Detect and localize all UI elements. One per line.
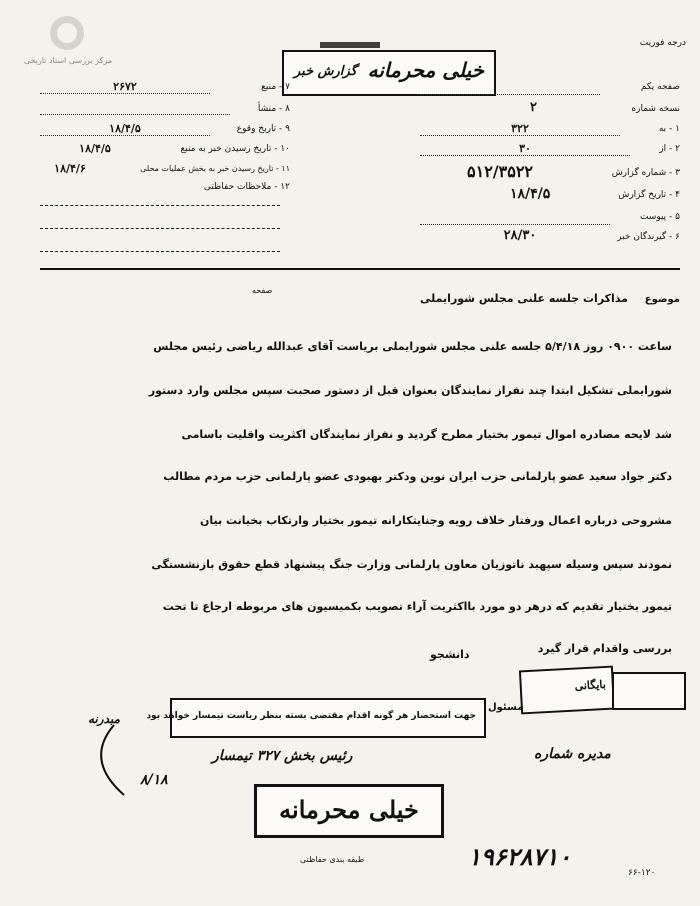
field-label: ۶ - گیرندگان خبر — [617, 232, 680, 242]
field-value: ۱۸/۴/۵ — [79, 142, 111, 155]
corner-code: ۶۶-۱۲۰ — [628, 868, 656, 878]
hand-bracket-mark — [84, 720, 164, 800]
field-value: ۳۰ — [420, 142, 630, 156]
blank-line — [40, 228, 280, 229]
field-label: ۵ - پیوست — [639, 212, 680, 222]
field-label: ۱۲ - ملاحظات حفاظتی — [203, 182, 290, 192]
footer-caption: طبقه بندی حفاظتی — [300, 855, 365, 864]
logo-text: مرکز بررسی اسناد تاریخی — [23, 56, 113, 65]
subject-margin-note: صفحه — [252, 286, 273, 295]
hand-number-small: ۸/۱۸ — [140, 772, 168, 788]
body-line: بررسی واقدام قرار گیرد — [537, 642, 672, 655]
field-label: ۴ - تاریخ گزارش — [618, 190, 680, 200]
field-label: ۹ - تاریخ وقوع — [236, 124, 290, 134]
hand-note-far-left: مبدرنه — [88, 712, 120, 726]
main-stamp-text: خیلی محرمانه — [279, 795, 419, 824]
body-line: ساعت ۰۹۰۰ روز ۵/۴/۱۸ جلسه علنی مجلس شورایملی بریاست آقای عبدالله ریاضی رئیس مجلس — [153, 340, 672, 353]
field-label: ۸ - منشأ — [257, 104, 290, 114]
logo-mark-icon — [50, 16, 84, 50]
side-stamp — [612, 672, 686, 710]
archive-stamp-text: بایگانی — [574, 677, 607, 693]
body-line: نمودند سپس وسیله سپهبد ناتوزیان معاون پارلمانی وزارت جنگ پیشنهاد قطع حقوق بازنشستگی — [151, 558, 672, 571]
signature: دانشجو — [430, 648, 470, 661]
field-label: ۳ - شماره گزارش — [611, 168, 680, 178]
field-value — [420, 216, 610, 225]
field-label: ۱۰ - تاریخ رسیدن خبر به منبع — [180, 144, 290, 154]
blank-line — [40, 205, 280, 206]
field-label: ۷ - منبع — [261, 82, 290, 92]
subject-text: مذاکرات جلسه علنی مجلس شورایملی — [420, 292, 628, 305]
field-value: ۲۸/۳۰ — [503, 228, 537, 243]
field-value: ۱۸/۴/۵ — [40, 122, 210, 136]
side-note: مسئول — [488, 702, 524, 713]
body-line: مشروحی درباره اعمال ورفتار خلاف رویه وجنایتکارانه تیمور بختیار وارتکاب بخیانت بیان — [199, 514, 672, 527]
field-value: ۱۸/۴/۵ — [510, 186, 551, 202]
hand-note-right: مدیره شماره — [534, 746, 611, 762]
stamp-top-bar — [320, 42, 380, 48]
field-label: ۲ - از — [659, 144, 680, 154]
section-divider — [40, 268, 680, 270]
field-value: ۱۸/۴/۶ — [54, 162, 86, 175]
field-value: ۳۲۲ — [420, 122, 620, 136]
body-line: دکتر جواد سعید عضو پارلمانی حزب ایران نوین ودکتر بهبودی عضو پارلمانی حزب مردم مطالب — [163, 470, 672, 483]
archive-stamp — [519, 666, 615, 715]
instruction-stamp-text: جهت استحضار هر گونه اقدام مقتضی بسته بنظر ریاست تیمسار خواهد بود — [146, 711, 476, 721]
field-value: ۵۱۲/۳۵۲۲ — [467, 162, 533, 181]
field-value — [420, 86, 600, 95]
main-classification-stamp — [254, 784, 444, 838]
body-line: تیمور بختیار تقدیم که درهر دو مورد بااکثریت آراء تصویب بکمیسیون های مربوطه ارجاع تا تحت — [162, 600, 672, 613]
subject-label: موضوع — [644, 294, 680, 305]
blank-line — [40, 251, 280, 252]
field-label: ۱۱ - تاریخ رسیدن خبر به بخش عملیات محلی — [140, 164, 290, 173]
field-label: صفحه یکم — [640, 82, 680, 92]
field-value: ۲۶۷۲ — [40, 80, 210, 94]
field-value — [40, 104, 230, 115]
body-line: شورایملی تشکیل ابتدا چند نفراز نمایندگان بعنوان قبل از دستور صحبت سپس مجلس وارد دستور — [148, 384, 672, 397]
serial-handwritten: ۱۹۶۲۸۷۱۰ — [468, 842, 572, 871]
top-stamp-sub: گزارش خبر — [294, 64, 357, 79]
urgency-label: درجه فوریت — [639, 38, 686, 48]
instruction-stamp — [146, 698, 486, 738]
field-label: نسخه شماره — [631, 104, 680, 114]
field-value: ۲ — [530, 100, 537, 115]
hand-note-left: رئیس بخش ۳۲۷ تیمسار — [212, 748, 353, 764]
watermark-logo — [20, 16, 113, 76]
field-label: ۱ - به — [658, 124, 680, 134]
body-line: شد لایحه مصادره اموال تیمور بختیار مطرح گردید و نفراز نمایندگان اکثریت واقلیت باسامی — [181, 428, 672, 441]
top-stamp-text: خیلی محرمانه — [367, 58, 484, 82]
